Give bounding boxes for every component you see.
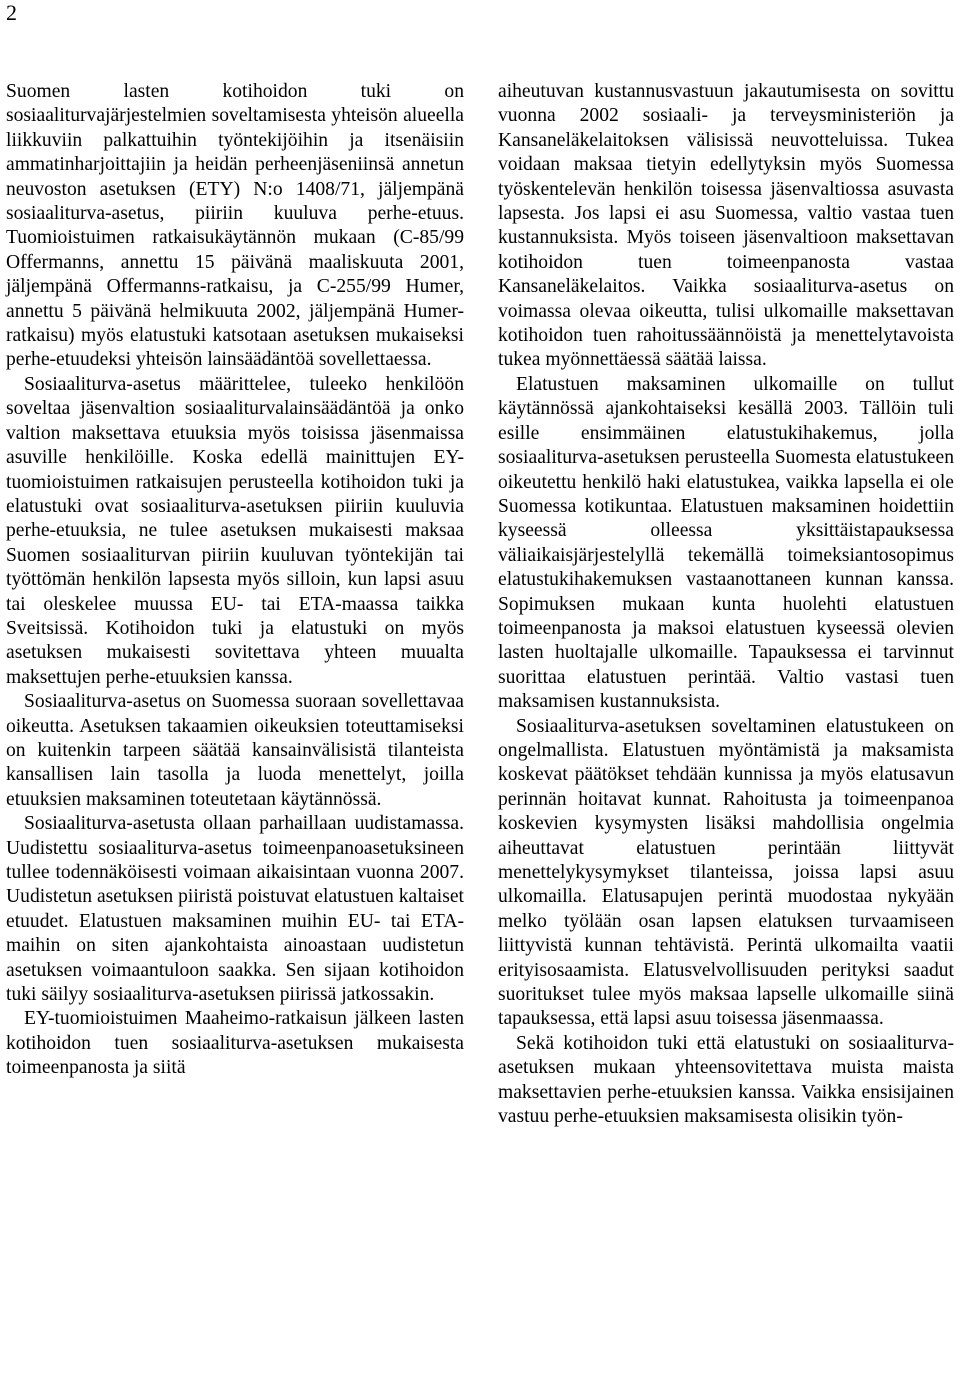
left-paragraph-3: Sosiaaliturva-asetus on Suomessa suoraan sovellettavaa oikeutta. Asetuksen takaamien oikeuksien toteuttamiseksi on kuitenkin tarpeen säätää kansainvälisistä tilanteista kansallisen lain tasolla ja luoda menettelyt, joilla etuuksien maksaminen toteutetaan käytännössä. — [6, 691, 464, 810]
right-paragraph-3: Sosiaaliturva-asetuksen soveltaminen elatustukeen on ongelmallista. Elatustuen myöntämistä ja maksamista koskevat päätökset tehdään kunnissa ja myös elatusavun perinnän hoitavat kunnat. Rahoitusta ja toimeenpanoa koskevien kysymysten lisäksi mahdollisia ongelmia aiheuttavat elatustuen perintään liittyvät menettelykysymykset tilanteissa, joissa lapsi asuu ulkomailla. Elatusapujen perintä muodostaa nykyään melko työlään osan lapsen elatuksen turvaamiseen liittyvistä kunnan tehtävistä. Perintä ulkomailta vaatii erityisosaamista. Elatusvelvollisuuden perityksi saadut suoritukset tulee myös maksaa lapselle ulkomaille siinä tapauksessa, että lapsi asuu toisessa jäsenmaassa. — [498, 715, 954, 1030]
page-number: 2 — [6, 0, 17, 25]
left-column — [6, 80, 464, 1081]
right-paragraph-2: Elatustuen maksaminen ulkomaille on tullut käytännössä ajankohtaiseksi kesällä 2003. Tällöin tuli esille ensimmäinen elatustukihakemus, jolla sosiaaliturva-asetuksen perusteella Suomesta elatustukeen oikeutettu henkilö haki elatustukea, vaikka lapsella ei ole Suomessa kotikuntaa. Elatustuen maksaminen hoidettiin kyseessä olleessa yksittäistapauksessa väliaikaisjärjestelyllä tekemällä toimeksiantosopimus elatustukihakemuksen vastaanottaneen kunnan kanssa. Sopimuksen mukaan kunta huolehti elatustuen toimeenpanosta ja maksoi elatustuen kyseessä olevien lasten huoltajalle ulkomaille. Tapauksessa ei tarvinnut suorittaa elatustuen perintää. Valtio vastasi tuen maksamisen kustannuksista. — [498, 373, 954, 713]
left-paragraph-1: Suomen lasten kotihoidon tuki on sosiaaliturvajärjestelmien soveltamisesta yhteisön alueella liikkuviin palkattuihin työntekijöihin ja itsenäisiin ammatinharjoittajiin ja heidän perheenjäseniinsä annetun neuvoston asetuksen (ETY) N:o 1408/71, jäljempänä sosiaaliturva-asetus, piiriin kuuluva perhe-etuus. Tuomioistuimen ratkaisukäytännön mukaan (C-85/99 Offermanns, annettu 15 päivänä maaliskuuta 2001, jäljempänä Offermanns-ratkaisu, ja C-255/99 Humer, annettu 5 päivänä helmikuuta 2002, jäljempänä Humer-ratkaisu) myös elatustuki katsotaan asetuksen mukaiseksi perhe-etuudeksi yhteisön lainsäädäntöä sovellettaessa. — [6, 81, 464, 371]
right-column — [498, 80, 954, 1129]
left-paragraph-4: Sosiaaliturva-asetusta ollaan parhaillaan uudistamassa. Uudistettu sosiaaliturva-asetus toimeenpanoasetuksineen tullee todennäköisesti voimaan aikaisintaan vuonna 2007. Uudistetun asetuksen piiristä poistuvat elatustuen kaltaiset etuudet. Elatustuen maksaminen muihin EU- tai ETA-maihin on siten ajankohtaista ainoastaan uudistetun asetuksen voimaantuloon saakka. Sen sijaan kotihoidon tuki säilyy sosiaaliturva-asetuksen piirissä jatkossakin. — [6, 813, 464, 1006]
left-paragraph-5: EY-tuomioistuimen Maaheimo-ratkaisun jälkeen lasten kotihoidon tuen sosiaaliturva-asetuksen mukaisesta toimeenpanosta ja siitä — [6, 1008, 464, 1079]
left-paragraph-2: Sosiaaliturva-asetus määrittelee, tuleeko henkilöön soveltaa jäsenvaltion sosiaaliturvalainsäädäntöä ja onko valtion maksettava etuuksia myös toisissa jäsenmaissa asuville henkilöille. Koska edellä mainittujen EY-tuomioistuimen ratkaisujen perusteella kotihoidon tuki ja elatustuki ovat sosiaaliturva-asetuksen piiriin kuuluvia perhe-etuuksia, ne tulee asetuksen mukaisesti maksaa Suomen sosiaaliturvan piiriin kuuluvan työntekijän tai työttömän henkilön lapsesta myös silloin, kun lapsi asuu tai oleskelee muussa EU- tai ETA-maassa taikka Sveitsissä. Kotihoidon tuki ja elatustuki on myös asetuksen mukaisesti sovitettava yhteen muualta maksettujen perhe-etuuksien kanssa. — [6, 373, 464, 688]
right-paragraph-4: Sekä kotihoidon tuki että elatustuki on sosiaaliturva-asetuksen mukaan yhteensovitettava muista maista maksettavien perhe-etuuksien kanssa. Vaikka ensisijainen vastuu perhe-etuuksien maksamisesta olisikin työn- — [498, 1032, 954, 1128]
right-paragraph-1: aiheutuvan kustannusvastuun jakautumisesta on sovittu vuonna 2002 sosiaali- ja terveysministeriön ja Kansaneläkelaitoksen välisissä neuvotteluissa. Tukea voidaan maksaa tietyin edellytyksin myös Suomessa työskentelevän henkilön toisessa jäsenvaltiossa asuvasta lapsesta. Jos lapsi ei asu Suomessa, valtio vastaa tuen kustannuksista. Myös toiseen jäsenvaltioon maksettavan kotihoidon tuen toimeenpanosta vastaa Kansaneläkelaitos. Vaikka sosiaaliturva-asetus on voimassa olevaa oikeutta, tulisi ulkomaille maksettavan kotihoidon tuen rahoitussäännöistä ja menettelytavoista tukea myönnettäessä säätää laissa. — [498, 81, 954, 371]
